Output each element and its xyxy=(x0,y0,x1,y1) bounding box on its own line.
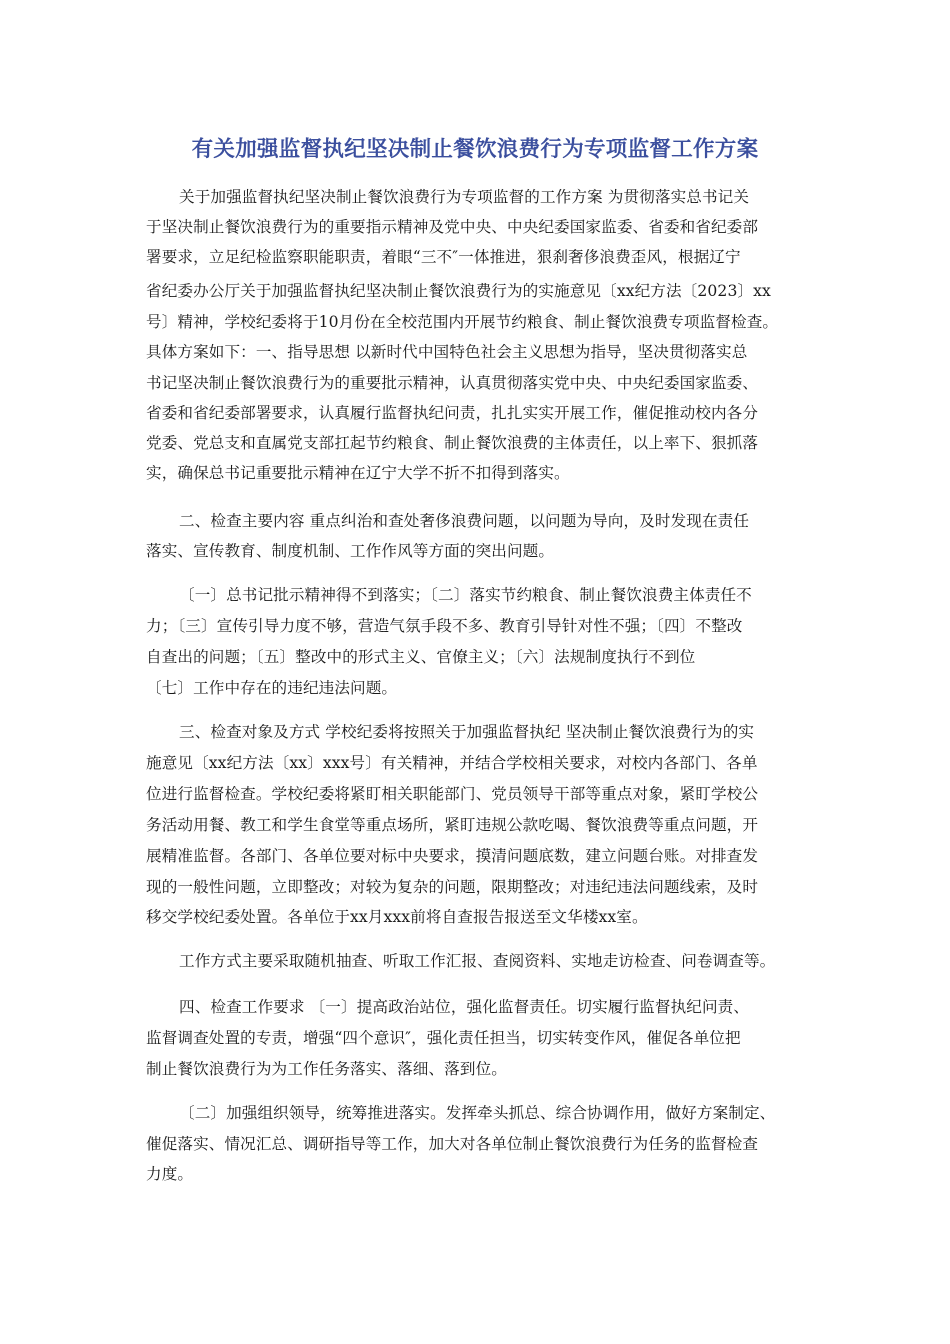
body-line: 党委、党总支和直属党支部扛起节约粮食、制止餐饮浪费的主体责任，以上率下、狠抓落 xyxy=(146,434,759,452)
body-line: 位进行监督检查。学校纪委将紧盯相关职能部门、党员领导干部等重点对象，紧盯学校公 xyxy=(146,785,759,803)
body-line: 于坚决制止餐饮浪费行为的重要指示精神及党中央、中央纪委国家监委、省委和省纪委部 xyxy=(146,218,759,236)
body-line: 〔七〕工作中存在的违纪违法问题。 xyxy=(146,679,398,697)
body-line: 实，确保总书记重要批示精神在辽宁大学不折不扣得到落实。 xyxy=(146,464,570,482)
body-line: 省纪委办公厅关于加强监督执纪坚决制止餐饮浪费行为的实施意见〔xx纪方法〔2023〕xx xyxy=(146,282,771,300)
body-line: 移交学校纪委处置。各单位于xx月xxx前将自查报告报送至文华楼xx室。 xyxy=(146,908,648,926)
body-line: 自查出的问题；〔五〕整改中的形式主义、官僚主义；〔六〕法规制度执行不到位 xyxy=(146,648,696,666)
body-line: 省委和省纪委部署要求，认真履行监督执纪问责，扎扎实实开展工作，催促推动校内各分 xyxy=(146,404,759,422)
body-line: 展精准监督。各部门、各单位要对标中央要求，摸清问题底数，建立问题台账。对排查发 xyxy=(146,847,759,865)
body-line: 署要求，立足纪检监察职能职责，着眼“三不″一体推进，狠刹奢侈浪费歪风，根据辽宁 xyxy=(146,248,741,266)
body-line: 力度。 xyxy=(146,1165,194,1183)
body-line: 四、检查工作要求 〔一〕提高政治站位，强化监督责任。切实履行监督执纪问责、 xyxy=(179,998,750,1016)
body-line: 号〕精神，学校纪委将于10月份在全校范围内开展节约粮食、制止餐饮浪费专项监督检查。 xyxy=(146,313,779,331)
body-line: 施意见〔xx纪方法〔xx〕xxx号〕有关精神，并结合学校相关要求，对校内各部门、各单 xyxy=(146,754,758,772)
body-line: 书记坚决制止餐饮浪费行为的重要批示精神，认真贯彻落实党中央、中央纪委国家监委、 xyxy=(146,374,759,392)
body-line: 〔一〕总书记批示精神得不到落实；〔二〕落实节约粮食、制止餐饮浪费主体责任不 xyxy=(179,586,752,604)
body-line: 三、检查对象及方式 学校纪委将按照关于加强监督执纪 坚决制止餐饮浪费行为的实 xyxy=(179,723,755,741)
body-line: 具体方案如下：一、指导思想 以新时代中国特色社会主义思想为指导，坚决贯彻落实总 xyxy=(146,343,748,361)
body-line: 监督调查处置的专责，增强“四个意识″，强化责任担当，切实转变作风，催促各单位把 xyxy=(146,1029,741,1047)
body-line: 现的一般性问题，立即整改；对较为复杂的问题，限期整改；对违纪违法问题线索，及时 xyxy=(146,878,759,896)
body-line: 工作方式主要采取随机抽查、听取工作汇报、查阅资料、实地走访检查、问卷调查等。 xyxy=(179,952,776,970)
body-line: 务活动用餐、教工和学生食堂等重点场所，紧盯违规公款吃喝、餐饮浪费等重点问题，开 xyxy=(146,816,759,834)
body-line: 关于加强监督执纪坚决制止餐饮浪费行为专项监督的工作方案 为贯彻落实总书记关 xyxy=(179,188,750,206)
body-line: 催促落实、情况汇总、调研指导等工作，加大对各单位制止餐饮浪费行为任务的监督检查 xyxy=(146,1135,759,1153)
body-line: 力；〔三〕宣传引导力度不够，营造气氛手段不多、教育引导针对性不强；〔四〕不整改 xyxy=(146,617,743,635)
body-line: 落实、宣传教育、制度机制、工作作风等方面的突出问题。 xyxy=(146,542,555,560)
document-title: 有关加强监督执纪坚决制止餐饮浪费行为专项监督工作方案 xyxy=(191,137,759,162)
body-line: 〔二〕加强组织领导，统筹推进落实。发挥牵头抓总、综合协调作用，做好方案制定、 xyxy=(179,1104,776,1122)
body-line: 制止餐饮浪费行为为工作任务落实、落细、落到位。 xyxy=(146,1060,507,1078)
body-line: 二、检查主要内容 重点纠治和查处奢侈浪费问题，以问题为导向，及时发现在责任 xyxy=(179,512,750,530)
